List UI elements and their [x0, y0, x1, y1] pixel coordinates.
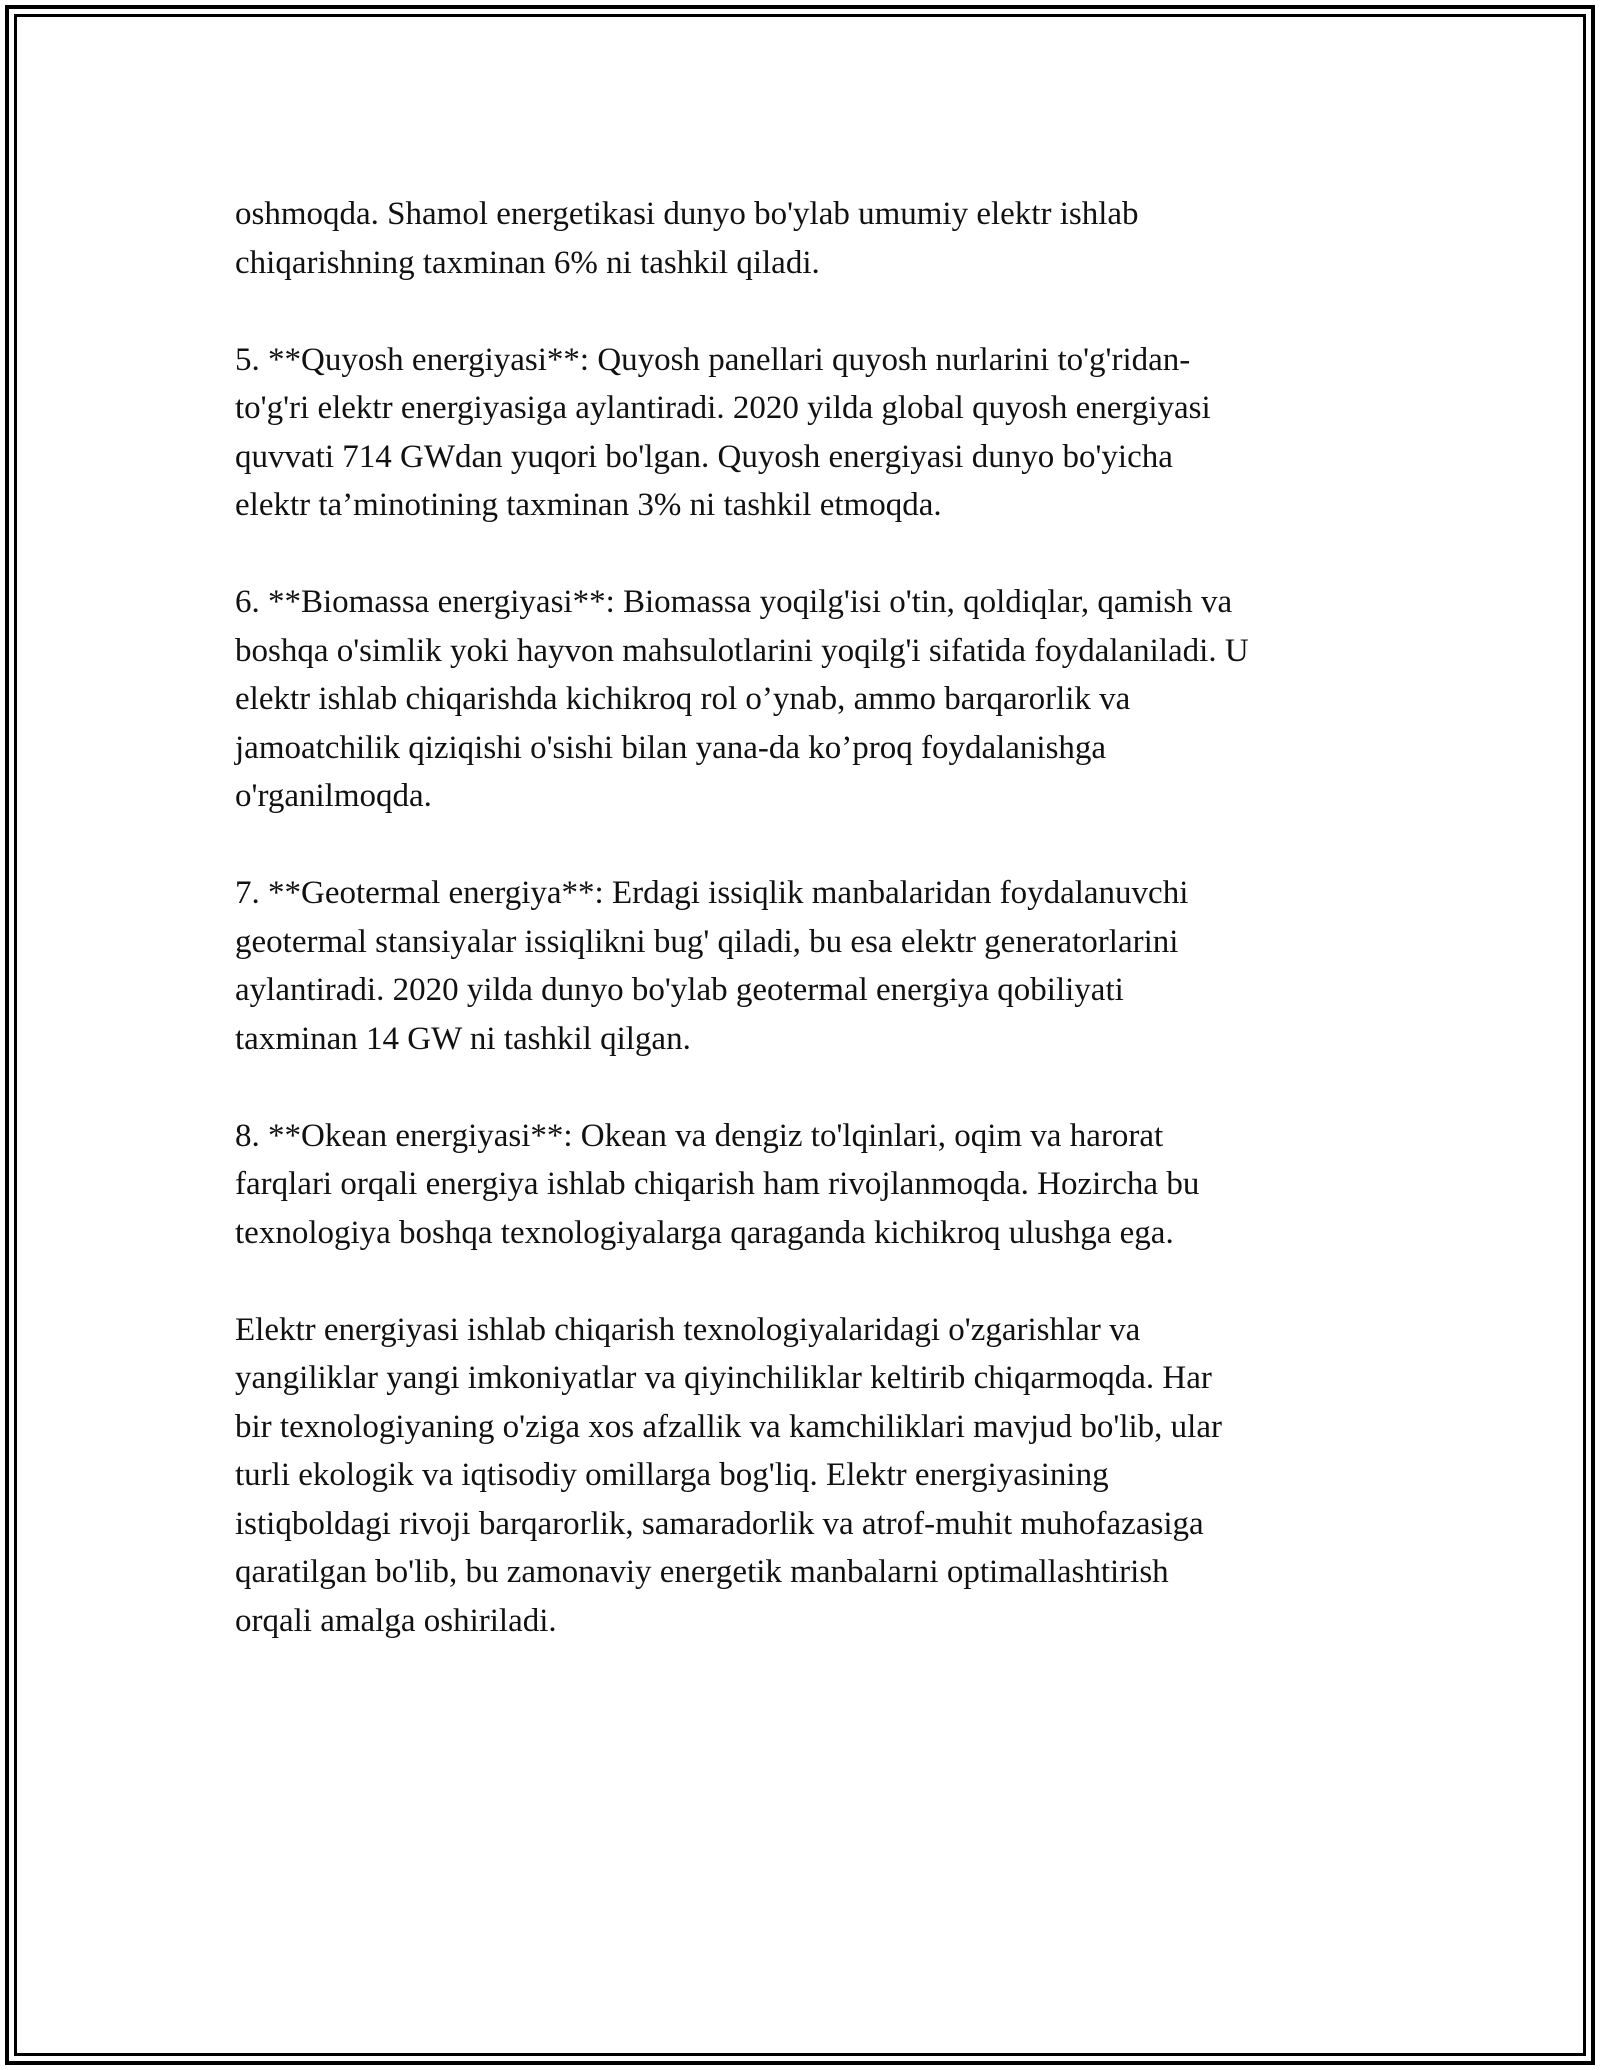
text-line: bir texnologiyaning o'ziga xos afzallik va kamchiliklari mavjud bo'lib, ular — [235, 1408, 1222, 1445]
text-line: aylantiradi. 2020 yilda dunyo bo'ylab geotermal energiya qobiliyati — [235, 972, 1124, 1008]
text-line: jamoatchilik qiziqishi o'sishi bilan yana-da ko’proq foydalanishga — [235, 729, 1107, 766]
paragraph-biomass-energy — [235, 578, 1365, 821]
text-line: 8. **Okean energiyasi**: Okean va dengiz to'lqinlari, oqim va harorat — [235, 1117, 1164, 1154]
text-line: 5. **Quyosh energiyasi**: Quyosh panellari quyosh nurlarini to'g'ridan- — [235, 341, 1191, 378]
text-line: taxminan 14 GW ni tashkil qilgan. — [235, 1020, 691, 1057]
text-line: Elektr energiyasi ishlab chiqarish texnologiyalaridagi o'zgarishlar va — [235, 1311, 1141, 1348]
text-line: texnologiya boshqa texnologiyalarga qaraganda kichikroq ulushga ega. — [235, 1214, 1174, 1251]
text-line: elektr ishlab chiqarishda kichikroq rol o’ynab, ammo barqarorlik va — [235, 681, 1131, 717]
text-line: elektr ta’minotining taxminan 3% ni tashkil etmoqda. — [235, 487, 942, 523]
text-line: o'rganilmoqda. — [235, 778, 432, 814]
text-line: qaratilgan bo'lib, bu zamonaviy energetik manbalarni optimallashtirish — [235, 1554, 1169, 1590]
text-line: quvvati 714 GWdan yuqori bo'lgan. Quyosh energiyasi dunyo bo'yicha — [235, 438, 1173, 475]
text-line: 6. **Biomassa energiyasi**: Biomassa yoqilg'isi o'tin, qoldiqlar, qamish va — [235, 584, 1233, 620]
paragraph-wind-continuation — [235, 190, 1365, 287]
paragraph-geothermal-energy — [235, 869, 1365, 1063]
document-body — [235, 190, 1365, 1694]
text-line: turli ekologik va iqtisodiy omillarga bog'liq. Elektr energiyasining — [235, 1457, 1109, 1493]
text-line: to'g'ri elektr energiyasiga aylantiradi. 2020 yilda global quyosh energiyasi — [235, 390, 1211, 426]
text-line: chiqarishning taxminan 6% ni tashkil qiladi. — [235, 244, 820, 281]
text-line: orqali amalga oshiriladi. — [235, 1602, 557, 1639]
text-line: oshmoqda. Shamol energetikasi dunyo bo'ylab umumiy elektr ishlab — [235, 196, 1139, 232]
text-line: farqlari orqali energiya ishlab chiqarish ham rivojlanmoqda. Hozircha bu — [235, 1166, 1200, 1202]
text-line: istiqboldagi rivoji barqarorlik, samaradorlik va atrof-muhit muhofazasiga — [235, 1505, 1204, 1542]
paragraph-conclusion — [235, 1306, 1365, 1646]
text-line: yangiliklar yangi imkoniyatlar va qiyinchiliklar keltirib chiqarmoqda. Har — [235, 1360, 1212, 1396]
paragraph-solar-energy — [235, 336, 1365, 530]
text-line: geotermal stansiyalar issiqlikni bug' qiladi, bu esa elektr generatorlarini — [235, 923, 1179, 960]
paragraph-ocean-energy — [235, 1112, 1365, 1258]
text-line: 7. **Geotermal energiya**: Erdagi issiqlik manbalaridan foydalanuvchi — [235, 875, 1189, 911]
text-line: boshqa o'simlik yoki hayvon mahsulotlarini yoqilg'i sifatida foydalaniladi. U — [235, 632, 1249, 669]
